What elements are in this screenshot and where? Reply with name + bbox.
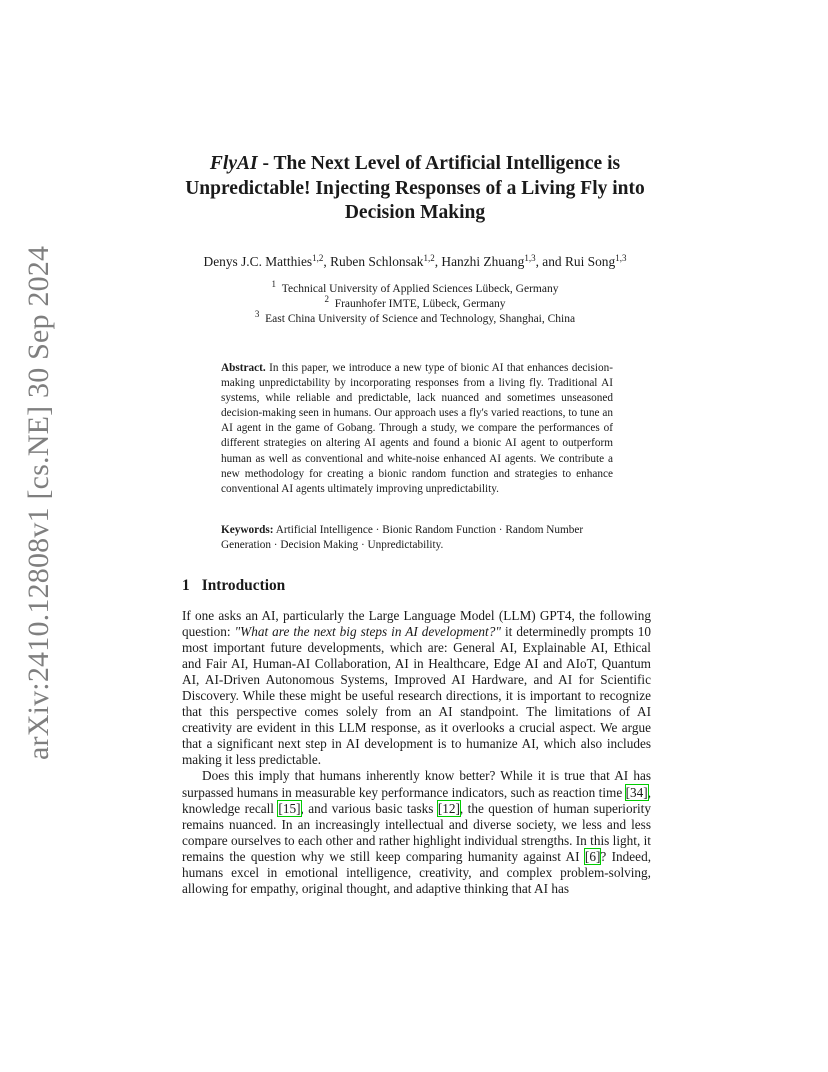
author-affil: 1,3 — [615, 253, 627, 263]
affiliations — [150, 279, 680, 328]
title-italic: FlyAI — [209, 153, 258, 174]
affiliation — [150, 294, 680, 312]
author-name: Ruben Schlonsak — [330, 254, 424, 269]
keywords-label: Keywords: — [221, 524, 274, 536]
abstract-label: Abstract. — [221, 362, 266, 374]
paragraph-text: , and various basic tasks — [300, 800, 438, 816]
paragraph-text: If one asks an AI, particularly the Large Language Model (LLM) GPT4, the following question: — [182, 608, 651, 640]
paragraph-text: Does this imply that humans inherently know better? While it is true that AI has surpassed humans in measurable key performance indicators, such as reaction time — [182, 768, 651, 800]
citation-link[interactable]: [15] — [278, 800, 301, 816]
affiliation-number: 2 — [324, 294, 329, 305]
affiliation-text: East China University of Science and Technology, Shanghai, China — [265, 313, 576, 326]
author-list — [150, 254, 680, 270]
affiliation — [150, 309, 680, 327]
paragraph — [182, 768, 651, 896]
affiliation — [150, 279, 680, 297]
paragraph-text: , the question of human superiority remains nuanced. In an increasingly intellectual and diverse society, we less and less compare ourselves to each other and rather highlight individual strengths. In this light, it remains the question why we still keep comparing humanity against AI — [182, 800, 651, 864]
quoted-question: "What are the next big steps in AI development?" — [234, 624, 501, 640]
author-name: Denys J.C. Matthies — [203, 254, 313, 269]
author-affil: 1,3 — [524, 253, 536, 263]
citation-link[interactable]: [6] — [584, 848, 601, 864]
paper-title — [170, 152, 660, 226]
citation-link[interactable]: [34] — [625, 784, 648, 800]
arxiv-identifier: arXiv:2410.12808v1 [cs.NE] 30 Sep 2024 — [22, 245, 55, 760]
affiliation-number: 1 — [271, 279, 277, 289]
keywords-text: Artificial Intelligence · Bionic Random Function · Random Number Generation · Decision Making · Unpredictability. — [221, 524, 584, 552]
abstract — [221, 361, 613, 497]
citation-link[interactable]: [12] — [437, 800, 460, 816]
title-rest: - The Next Level of Artificial Intelligence is Unpredictable! Injecting Responses of a Living Fly into Decision Making — [185, 153, 645, 223]
section-heading — [182, 577, 285, 595]
abstract-text: In this paper, we introduce a new type of bionic AI that enhances decision-making unpredictability by incorporating responses from a living fly. Traditional AI systems, while reliable and predictable, lack nuanced and sometimes unseasoned decision-making seen in humans. Our approach uses a fly's varied reactions, to tune an AI agent in the game of Gobang. Through a study, we compare the performances of different strategies on altering AI agents and found a bionic AI agent to outperform human as well as conventional and white-noise enhanced AI agents. We contribute a new methodology for creating a bionic random function and strategies to enhance conventional AI agents ultimately improving unpredictability. — [221, 362, 613, 495]
author-affil: 1,2 — [312, 253, 324, 263]
author-sep: , — [434, 254, 442, 269]
paragraph-text: , knowledge recall — [182, 784, 651, 816]
author-affil: 1,2 — [423, 253, 435, 263]
paragraph-text: it determinedly prompts 10 most important future developments, which are: General AI, Explainable AI, Ethical and Fair AI, Human-AI Collaboration, AI in Healthcare, Edge AI and AIoT, Quantum AI, AI-Driven Autonomous Systems, Improved AI Hardware, and AI for Scientific Discovery. While these might be useful research directions, it is important to recognize that this perspective comes solely from an AI standpoint. The limitations of AI creativity are evident in this LLM response, as it overlooks a crucial aspect. We argue that a significant next step in AI development is to humanize AI, which also includes making it less predictable. — [182, 624, 651, 768]
keywords — [221, 523, 613, 553]
paragraph-text: ? Indeed, humans excel in emotional intelligence, creativity, and complex problem-solving, allowing for empathy, original thought, and adaptive thinking that AI has — [182, 848, 652, 896]
body-text — [182, 608, 651, 897]
affiliation-text: Technical University of Applied Sciences Lübeck, Germany — [281, 283, 559, 295]
affiliation-text: Fraunhofer IMTE, Lübeck, Germany — [334, 298, 506, 311]
section-number: 1 — [182, 577, 190, 594]
affiliation-number: 3 — [254, 309, 260, 320]
author-name: Rui Song — [564, 254, 616, 269]
paragraph — [182, 608, 651, 768]
section-title: Introduction — [201, 577, 286, 594]
author-name: Hanzhi Zhuang — [441, 254, 525, 269]
author-sep: , and — [535, 254, 565, 269]
author-sep: , — [323, 254, 331, 269]
